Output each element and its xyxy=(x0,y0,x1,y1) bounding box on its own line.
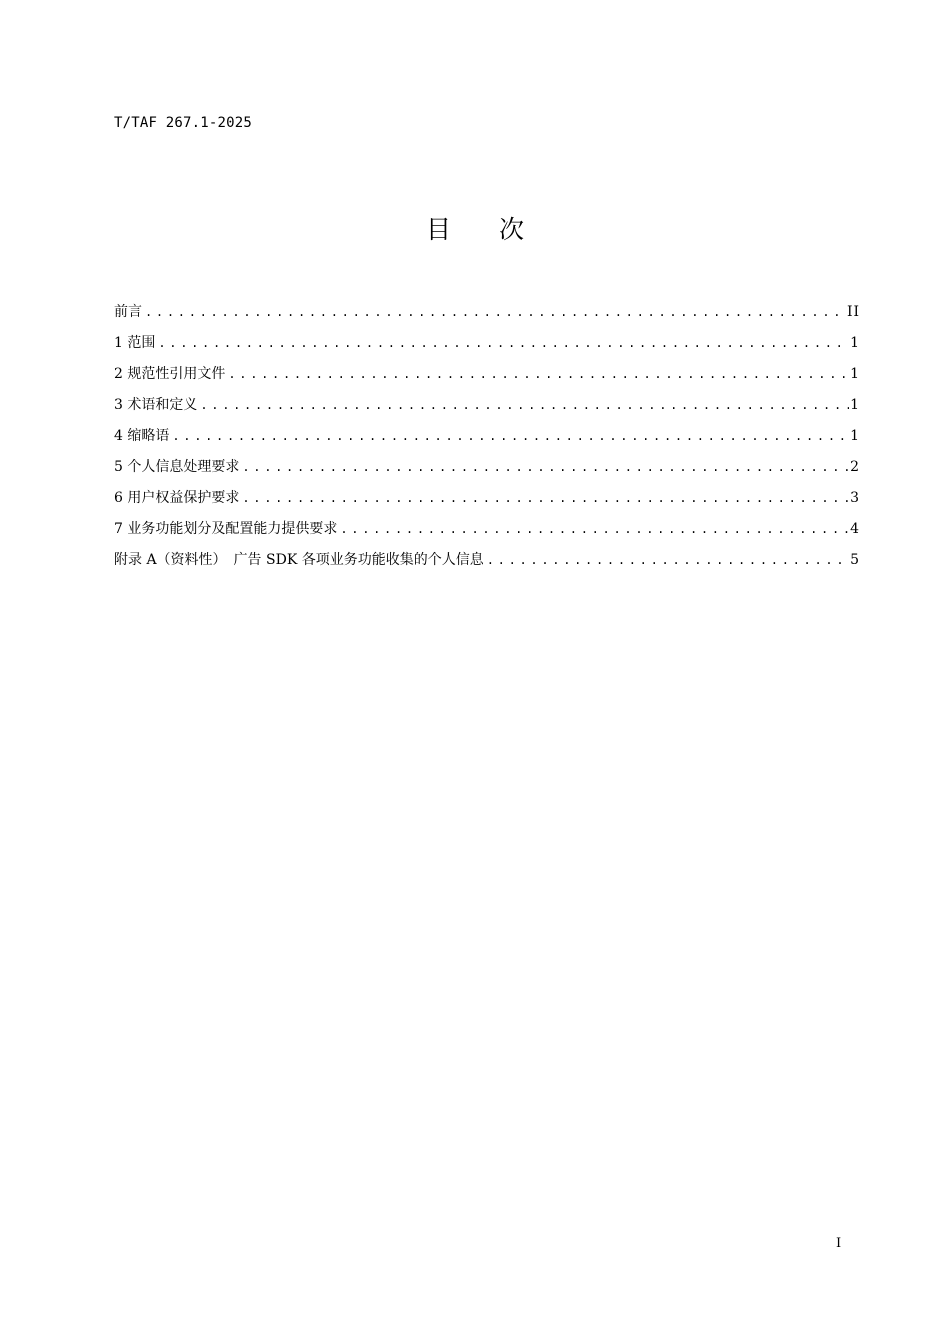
toc-entry-label: 4 缩略语 xyxy=(114,428,170,444)
toc-entry-page: 1 xyxy=(850,366,860,382)
toc-entry-label: 2 规范性引用文件 xyxy=(114,366,226,382)
document-code: T/TAF 267.1-2025 xyxy=(114,115,253,131)
toc-entry-appendix-a[interactable] xyxy=(114,545,860,576)
toc-entry-page: 4 xyxy=(850,521,860,537)
toc-entry-normative-references[interactable] xyxy=(114,359,860,390)
toc-entry-label: 5 个人信息处理要求 xyxy=(114,459,240,475)
toc-dot-leader xyxy=(158,328,849,359)
page-number: I xyxy=(836,1236,842,1251)
toc-entry-user-rights[interactable] xyxy=(114,483,860,514)
toc-entry-foreword[interactable] xyxy=(114,297,860,328)
toc-dot-leader xyxy=(340,514,849,545)
toc-dot-leader xyxy=(200,390,849,421)
toc-dot-leader xyxy=(228,359,849,390)
toc-entry-label: 7 业务功能划分及配置能力提供要求 xyxy=(114,521,338,537)
toc-dot-leader xyxy=(242,452,849,483)
toc-entry-page: 1 xyxy=(850,428,860,444)
toc-entry-page: 1 xyxy=(850,335,860,351)
toc-entry-scope[interactable] xyxy=(114,328,860,359)
toc-entry-label: 3 术语和定义 xyxy=(114,397,198,413)
toc-entry-label: 前言 xyxy=(114,304,142,320)
toc-entry-page: 1 xyxy=(850,397,860,413)
toc-entry-business-functions[interactable] xyxy=(114,514,860,545)
toc-dot-leader xyxy=(487,545,849,576)
toc-entry-terms-definitions[interactable] xyxy=(114,390,860,421)
toc-entry-page: 3 xyxy=(850,490,860,506)
table-of-contents xyxy=(114,297,860,576)
toc-dot-leader xyxy=(145,297,846,328)
toc-entry-page: 2 xyxy=(850,459,860,475)
toc-entry-page: 5 xyxy=(850,552,860,568)
toc-entry-label: 附录 A（资料性） 广告 SDK 各项业务功能收集的个人信息 xyxy=(114,552,484,568)
toc-entry-abbreviations[interactable] xyxy=(114,421,860,452)
toc-entry-personal-info-processing[interactable] xyxy=(114,452,860,483)
toc-entry-page: II xyxy=(846,304,860,320)
toc-dot-leader xyxy=(172,421,849,452)
toc-entry-label: 1 范围 xyxy=(114,335,156,351)
toc-dot-leader xyxy=(242,483,849,514)
toc-entry-label: 6 用户权益保护要求 xyxy=(114,490,240,506)
toc-title: 目次 xyxy=(425,215,572,244)
